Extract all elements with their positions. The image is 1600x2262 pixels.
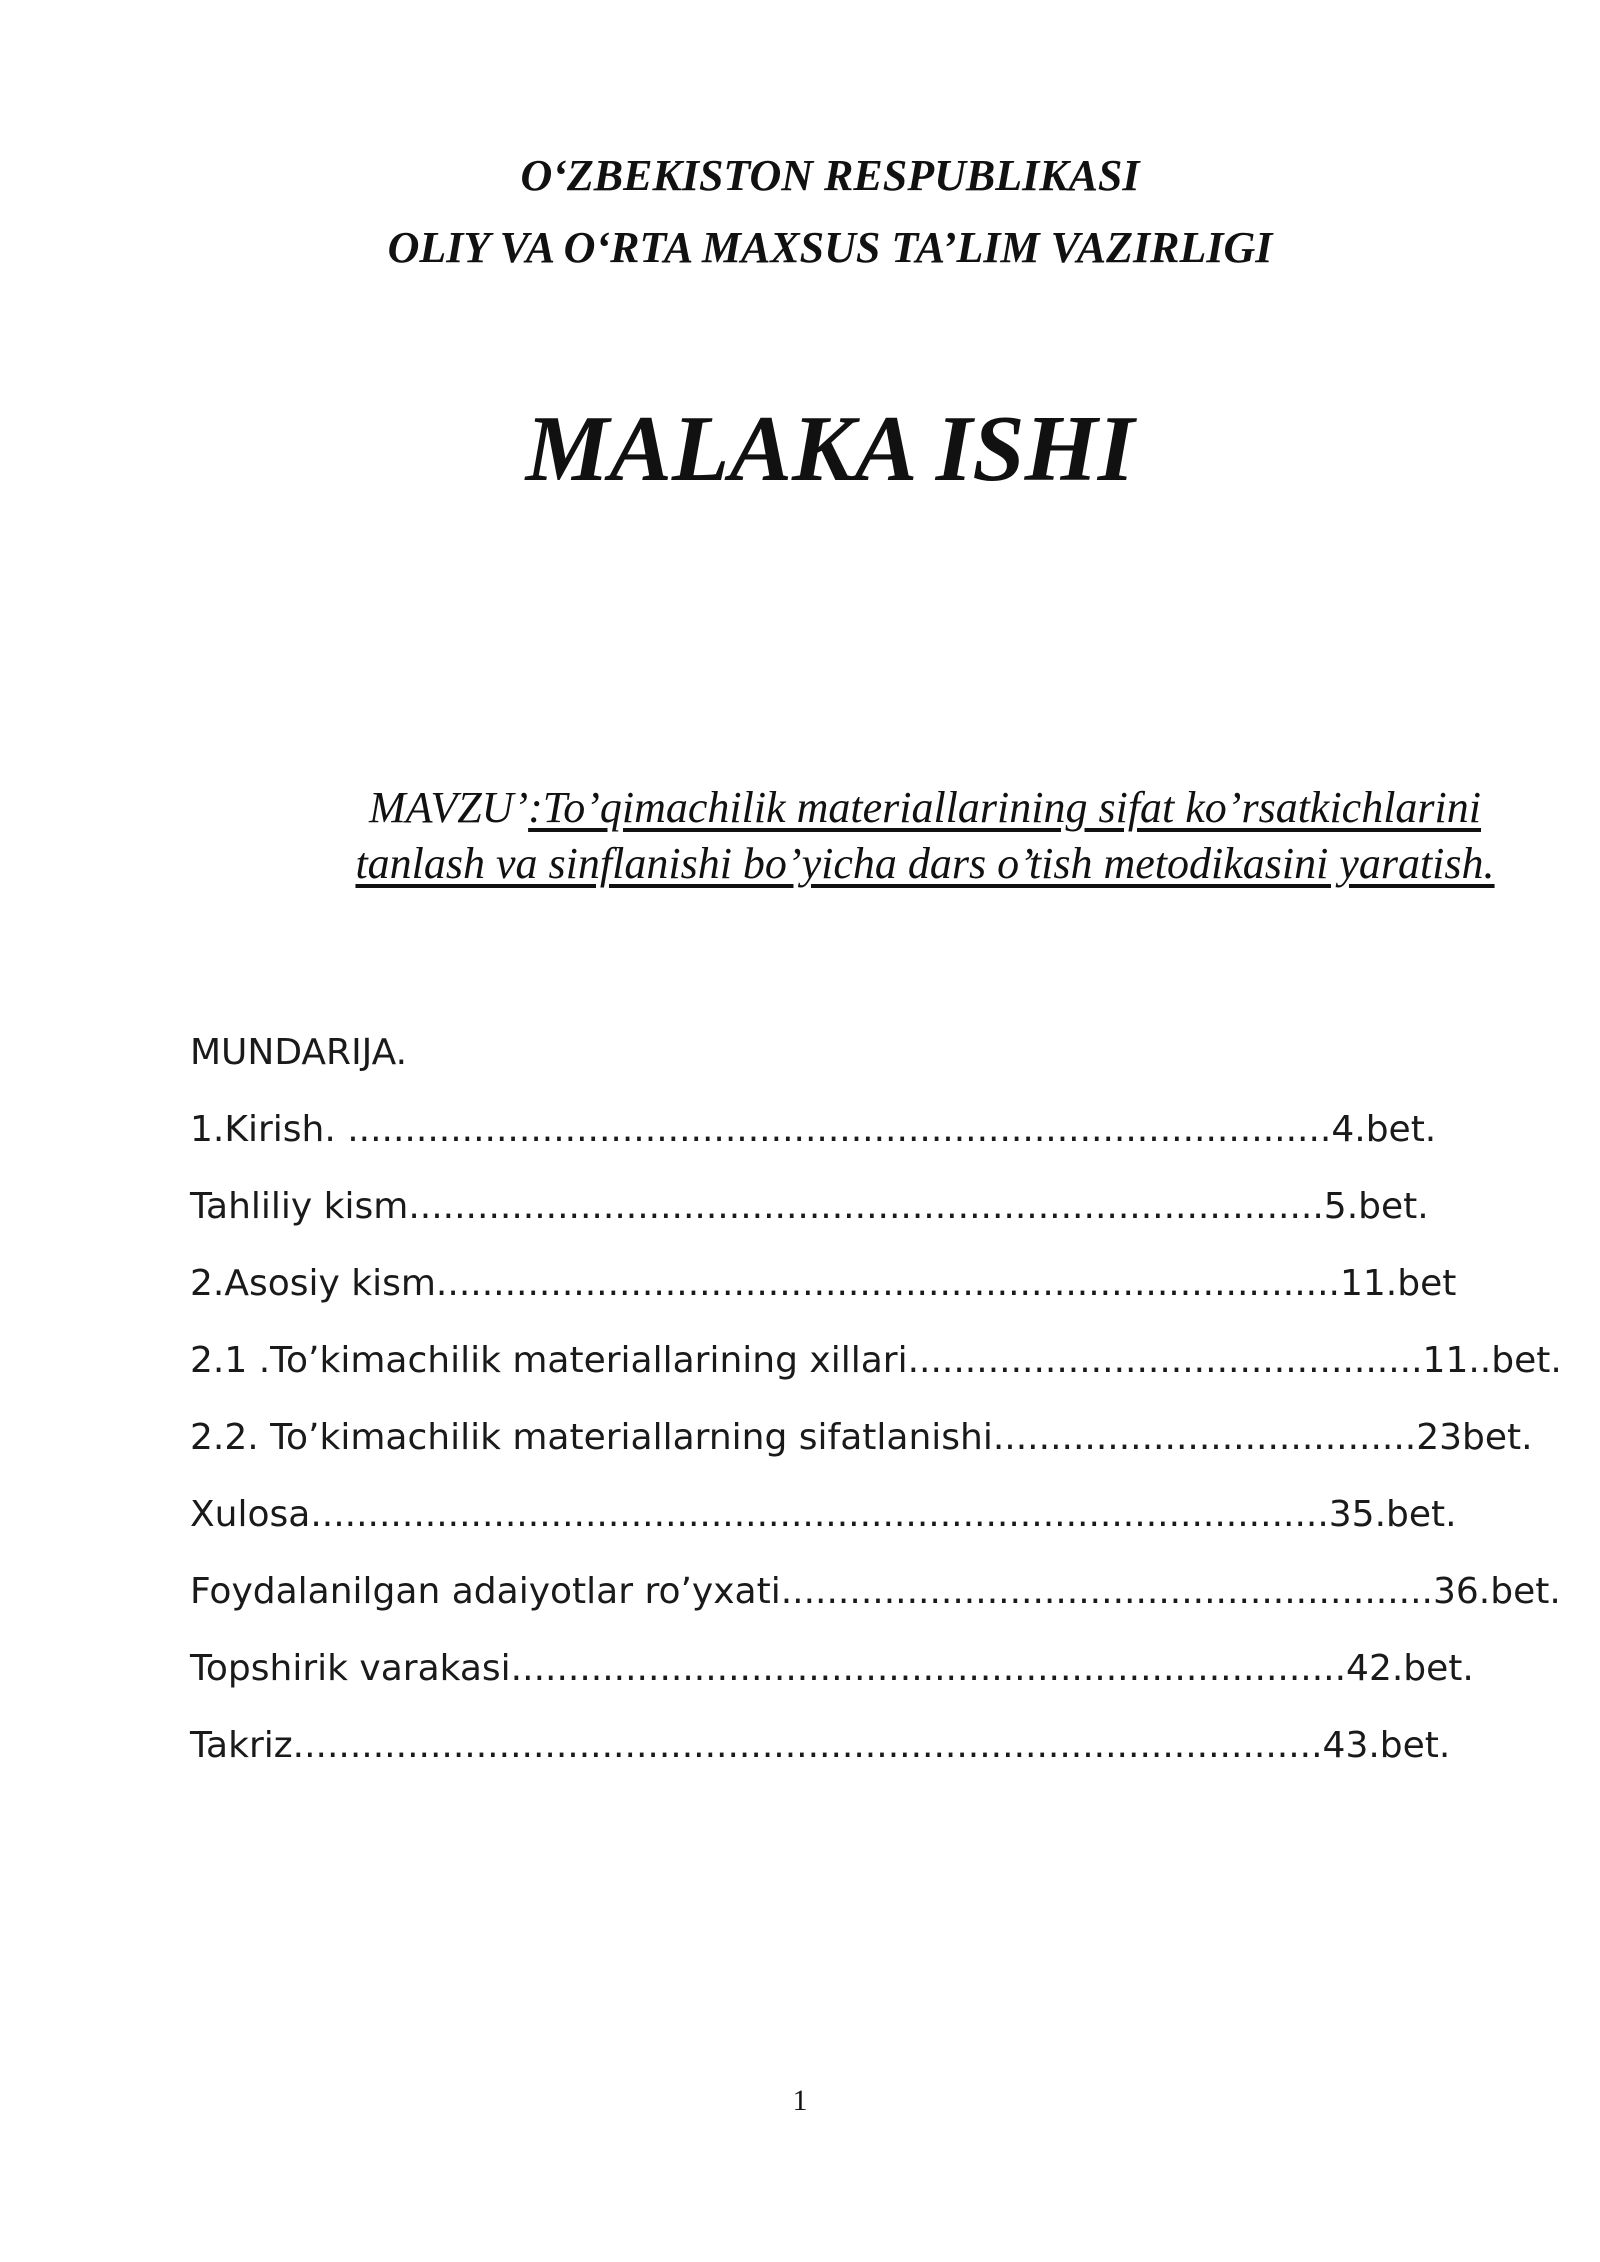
toc-item: Tahliliy kism................................................................................5.bet. [190, 1186, 1429, 1227]
topic-text: :To’qimachilik materiallarining sifat ko’rsatkichlarini tanlash va sinflanishi bo’yicha dars o’tish metodikasini yaratish. [355, 783, 1495, 888]
toc-item: 2.1 .To’kimachilik materiallarining xillari.............................................11..bet. [190, 1340, 1562, 1381]
ministry-header-line-2: OLIY VA O‘RTA MAXSUS TA’LIM VAZIRLIGI [387, 223, 1273, 272]
toc-heading: MUNDARIJA. [190, 1032, 408, 1073]
toc-item: 1.Kirish. ......................................................................................4.bet. [190, 1109, 1437, 1150]
toc-item: Topshirik varakasi.........................................................................42.bet. [190, 1648, 1474, 1689]
page-number: 1 [792, 2084, 808, 2117]
toc-item: Foydalanilgan adaiyotlar ro’yxati.........................................................36.bet. [190, 1571, 1561, 1612]
document-title: MALAKA ISHI [525, 397, 1135, 501]
topic-label: MAVZU’ [368, 783, 529, 832]
topic-block [340, 780, 1510, 892]
toc-item: Xulosa.........................................................................................35.bet. [190, 1494, 1457, 1535]
toc-item: 2.Asosiy kism...............................................................................11.bet [190, 1263, 1457, 1304]
toc-item: 2.2. To’kimachilik materiallarning sifatlanishi.....................................23bet. [190, 1417, 1533, 1458]
ministry-header-line-1: O‘ZBEKISTON RESPUBLIKASI [520, 151, 1140, 200]
toc-item: Takriz..........................................................................................43.bet. [190, 1725, 1451, 1766]
